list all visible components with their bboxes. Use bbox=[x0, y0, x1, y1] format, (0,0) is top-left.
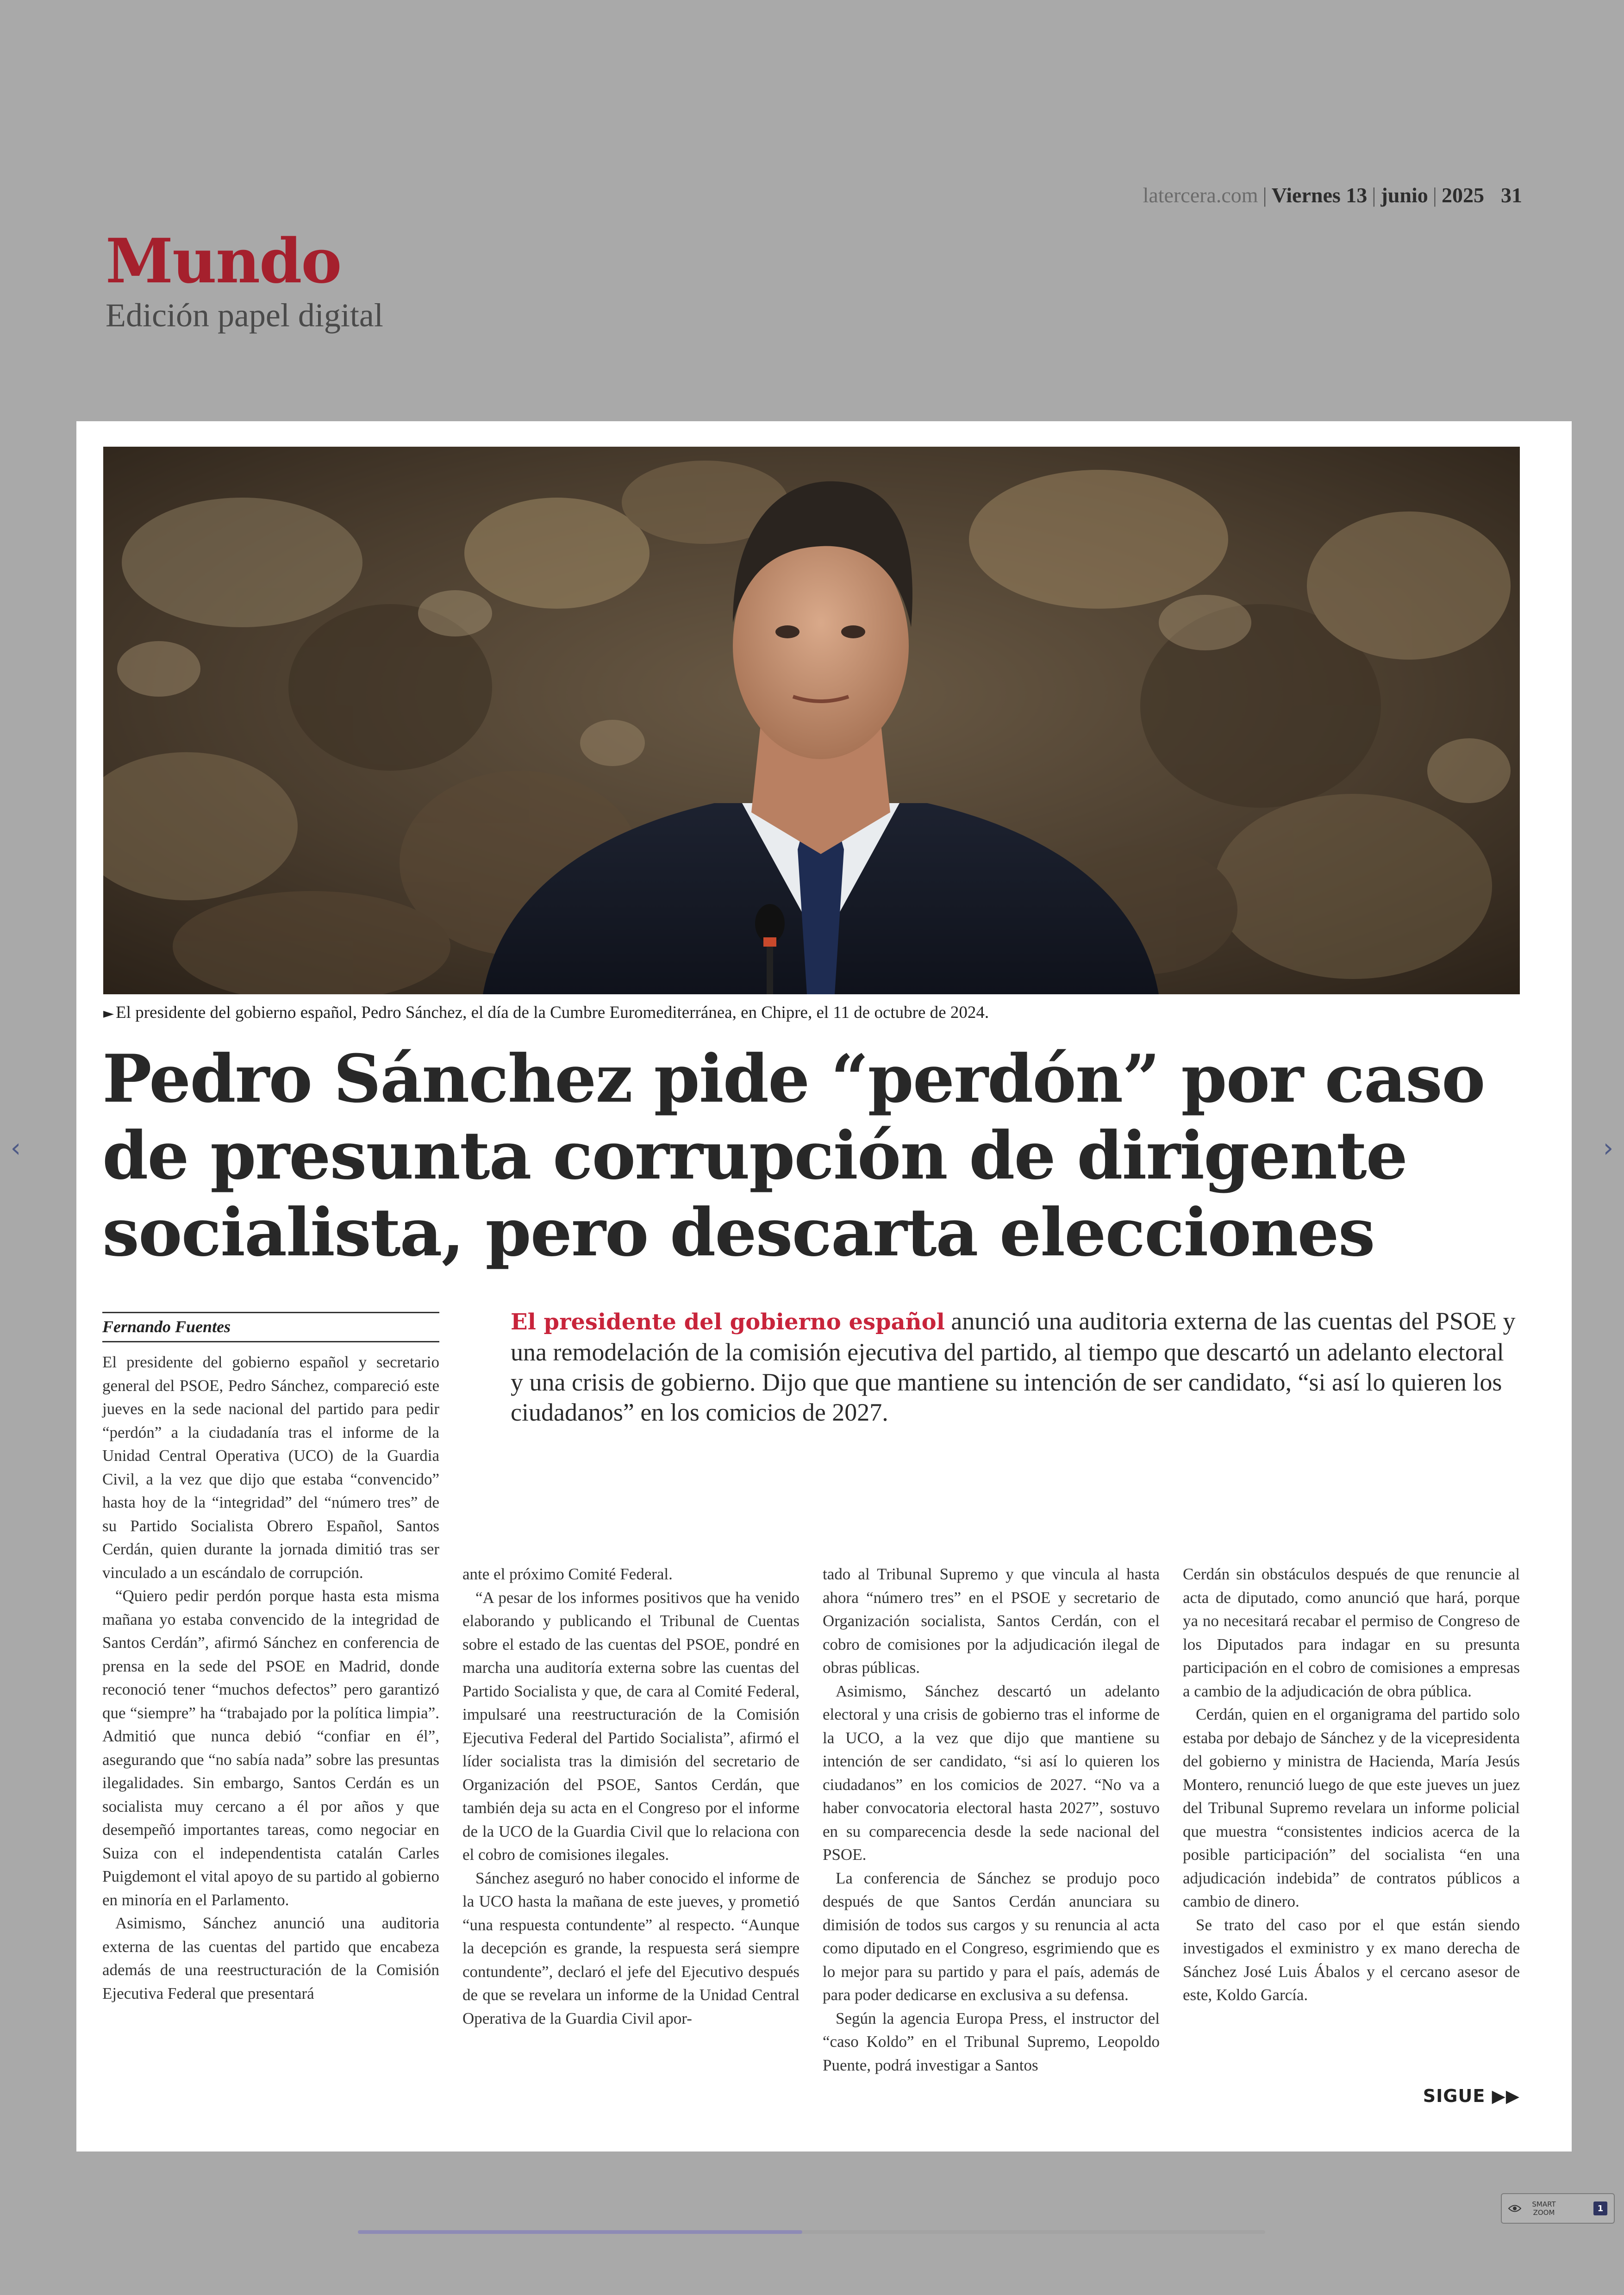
dateline-year: 2025 bbox=[1442, 183, 1484, 207]
chevron-right-icon: › bbox=[1603, 1133, 1614, 1163]
headline-line: de presunta corrupción de dirigente bbox=[102, 1117, 1407, 1194]
lede-highlight: El presidente del gobierno español bbox=[511, 1309, 945, 1335]
article-photo[interactable] bbox=[103, 447, 1520, 994]
paragraph: tado al Tribunal Supremo y que vincula al hasta ahora “número tres” en el PSOE y secretario de Organización socialista, Santos Cerdán, con el cobro de comisiones por la adjudicación ilegal de obras públicas. bbox=[823, 1565, 1160, 1677]
paragraph: Se trato del caso por el que están siendo investigados el exministro y ex mano derecha de Sánchez José Luis Ábalos y el cercano asesor de este, Koldo García. bbox=[1183, 1915, 1520, 2004]
page-progress-bar[interactable] bbox=[358, 2230, 1265, 2234]
caption-marker-icon: ► bbox=[103, 1005, 114, 1022]
paragraph: Sánchez aseguró no haber conocido el informe de la UCO hasta la mañana de este jueves, y prometió “una respuesta contundente” al respecto. “Aunque la decepción es grande, la respuesta será siempre contundente”, declaró el jefe del Ejecutivo después de que se revelara un informe de la Unidad Central Operativa de la Guardia Civil apor- bbox=[462, 1869, 800, 2027]
dateline-month: junio bbox=[1380, 183, 1428, 207]
headline-line: Pedro Sánchez pide “perdón” por caso bbox=[102, 1041, 1485, 1117]
page-dateline: latercera.com | Viernes 13 | junio | 2025 31 bbox=[1143, 183, 1522, 207]
paragraph: Asimismo, Sánchez descartó un adelanto electoral y una crisis de gobierno tras el informe de la UCO, a la vez que dijo que mantiene su intención de ser candidato, “si así lo quieren los ciudadanos” en los comicios de 2027. “No va a haber convocatoria electoral hasta 2027”, sostuvo en su comparecencia desde la sede nacional del PSOE. bbox=[823, 1682, 1160, 1864]
chevron-left-icon: ‹ bbox=[10, 1133, 21, 1163]
newspaper-page bbox=[76, 421, 1572, 2152]
smart-zoom-label-line: SMART bbox=[1532, 2200, 1556, 2208]
smart-zoom-button[interactable] bbox=[1501, 2193, 1615, 2224]
caption-text: El presidente del gobierno español, Pedro Sánchez, el día de la Cumbre Euromediterránea, en Chipre, el 11 de octubre de 2024. bbox=[116, 1003, 989, 1022]
byline: Fernando Fuentes bbox=[102, 1312, 439, 1342]
smart-zoom-label-line: ZOOM bbox=[1533, 2208, 1555, 2217]
page-number: 31 bbox=[1501, 183, 1522, 207]
paragraph: “A pesar de los informes positivos que ha venido elaborando y publicando el Tribunal de Cuentas sobre el estado de las cuentas del PSOE, pondré en marcha una auditoría externa sobre las cuentas del Partido Socialista y que, de cara al Comité Federal, impulsaré una reestructuración de la Comisión Ejecutiva Federal del Partido Socialista”, afirmó el líder socialista tras la dimisión del secretario de Organización del PSOE, Santos Cerdán, que también deja su acta en el Congreso por el informe de la UCO de la Guardia Civil que lo relaciona con el cobro de comisiones ilegales. bbox=[462, 1588, 800, 1864]
next-page-button[interactable] bbox=[1599, 1129, 1618, 1166]
eye-icon bbox=[1508, 2204, 1521, 2213]
text-column-1 bbox=[102, 1351, 439, 2005]
text-column-2 bbox=[462, 1563, 800, 2030]
edition-label: Edición papel digital bbox=[106, 297, 383, 334]
paragraph: “Quiero pedir perdón porque hasta esta misma mañana yo estaba convencido de la integridad de Santos Cerdán”, afirmó Sánchez en conferencia de prensa en la sede del PSOE en Madrid, donde reconoció tener “muchos defectos” pero garantizó que “siempre” ha “trabajado por la política limpia”. Admitió que nunca debió “confiar en él”, asegurando que “no sabía nada” sobre las presuntas ilegalidades. Sin embargo, Santos Cerdán es un socialista muy cercano a él por años y que desempeñó importantes tareas, como negociar en Suiza con el independentista catalán Carles Puigdemont el vital apoyo de su partido al gobierno en minoría en el Parlamento. bbox=[102, 1587, 439, 1909]
text-column-3 bbox=[823, 1563, 1160, 2077]
previous-page-button[interactable] bbox=[6, 1129, 25, 1166]
section-title: Mundo bbox=[106, 225, 341, 297]
photo-caption bbox=[103, 1003, 1520, 1023]
article-headline bbox=[102, 1041, 1528, 1271]
smart-zoom-label bbox=[1528, 2200, 1560, 2217]
zoom-count-badge: 1 bbox=[1593, 2201, 1607, 2215]
paragraph: Asimismo, Sánchez anunció una auditoria externa de las cuentas del partido que encabeza además de una reestructuración de la Comisión Ejecutiva Federal que presentará bbox=[102, 1914, 439, 2002]
paragraph: Cerdán, quien en el organigrama del partido solo estaba por debajo de Sánchez y de la vicepresidenta del gobierno y ministra de Hacienda, María Jesús Montero, renunció luego de que este jueves un juez del Tribunal Supremo revelara un informe policial que muestra “consistentes indicios acerca de la posible participación” del socialista “en una adjudicación indebida” de contratos públicos a cambio de dinero. bbox=[1183, 1705, 1520, 1910]
article-lede bbox=[511, 1306, 1520, 1428]
text-column-4 bbox=[1183, 1563, 1520, 2007]
paragraph: La conferencia de Sánchez se produjo poco después de que Santos Cerdán anunciara su dimisión de todos sus cargos y su renuncia al acta como diputado en el Congreso, esgrimiendo que es lo mejor para su partido y para el país, además de para poder dedicarse en exclusiva a su defensa. bbox=[823, 1869, 1160, 2004]
continue-label: SIGUE ▶▶ bbox=[1423, 2086, 1520, 2106]
headline-line: socialista, pero descarta elecciones bbox=[102, 1194, 1374, 1271]
paragraph: Según la agencia Europa Press, el instructor del “caso Koldo” en el Tribunal Supremo, Leopoldo Puente, podrá investigar a Santos bbox=[823, 2009, 1160, 2074]
page-progress-fill bbox=[358, 2230, 802, 2234]
paragraph: El presidente del gobierno español y secretario general del PSOE, Pedro Sánchez, compareció este jueves en la sede nacional del partido para pedir “perdón” a la ciudadanía tras el informe de la Unidad Central Operativa (UCO) de la Guardia Civil, a la vez que dijo que estaba “convencido” hasta hoy de la “integridad” del “número tres” de su Partido Socialista Obrero Español, Santos Cerdán, quien durante la jornada dimitió tras ser vinculado a un escándalo de corrupción. bbox=[102, 1353, 439, 1582]
paragraph: ante el próximo Comité Federal. bbox=[462, 1565, 673, 1583]
dateline-weekday: Viernes 13 bbox=[1271, 183, 1368, 207]
lede-text: anunció una auditoria externa de las cuentas del PSOE y una remodelación de la comisión ejecutiva del partido, al tiempo que descartó un adelanto electoral y una crisis de gobierno. Dijo que que mantiene su intención de ser candidato, “si así lo quieren los ciudadanos” en los comicios de 2027. bbox=[511, 1307, 1516, 1426]
paragraph: Cerdán sin obstáculos después de que renuncie al acta de diputado, como anunció que hará, porque ya no necesitará recabar el permiso de Congreso de los Diputados para indagar en su presunta participación en el cobro de comisiones a empresas a cambio de la adjudicación de obra pública. bbox=[1183, 1565, 1520, 1700]
section-masthead bbox=[106, 227, 383, 336]
site-name: latercera.com bbox=[1143, 183, 1258, 207]
